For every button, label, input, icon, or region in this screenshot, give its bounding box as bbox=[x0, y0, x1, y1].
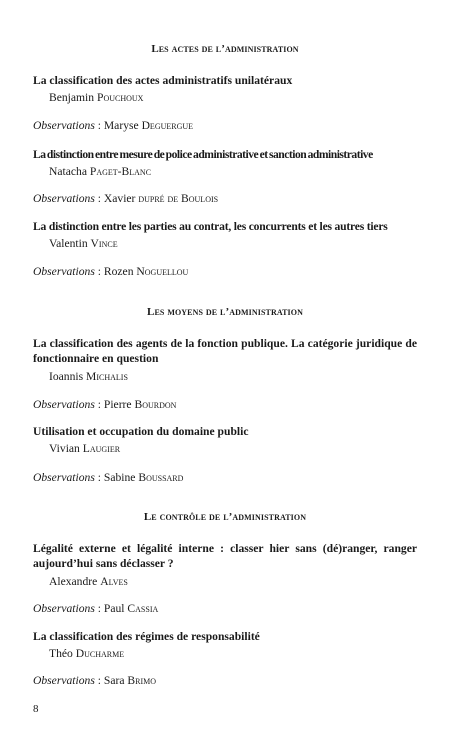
observer-first-name: Paul bbox=[103, 602, 125, 615]
entry-observations bbox=[33, 191, 218, 206]
observer-last-name: Deguergue bbox=[141, 119, 194, 132]
author-first-name: Théo bbox=[49, 647, 73, 660]
observer-first-name: Sabine bbox=[103, 471, 136, 484]
entry-observations bbox=[33, 264, 188, 279]
entry-author bbox=[49, 646, 124, 661]
entry-title: La classification des agents de la fonction publique. La catégorie juridique de fonctionnaire en question bbox=[33, 337, 417, 365]
entry-observations bbox=[33, 470, 183, 485]
observer-last-name: Boussard bbox=[138, 471, 184, 484]
author-last-name: Paget-Blanc bbox=[89, 165, 152, 178]
author-first-name: Ioannis bbox=[49, 370, 84, 383]
entry-observations bbox=[33, 118, 193, 133]
observer-first-name: Maryse bbox=[103, 119, 139, 132]
observations-separator: : bbox=[94, 398, 104, 411]
observations-separator: : bbox=[94, 192, 104, 205]
observer-last-name: dupré de Boulois bbox=[138, 192, 219, 205]
entry-author bbox=[49, 164, 151, 179]
author-last-name: Vince bbox=[90, 237, 118, 250]
entry-title: Utilisation et occupation du domaine public bbox=[33, 425, 249, 438]
author-last-name: Alves bbox=[100, 575, 128, 588]
observations-separator: : bbox=[94, 471, 104, 484]
observations-separator: : bbox=[94, 674, 104, 687]
author-first-name: Alexandre bbox=[49, 575, 98, 588]
entry-author bbox=[49, 236, 118, 251]
observer-last-name: Brimo bbox=[127, 674, 157, 687]
observer-last-name: Cassia bbox=[127, 602, 159, 615]
observations-label: Observations bbox=[33, 265, 95, 278]
entry-author bbox=[49, 441, 120, 456]
author-last-name: Pouchoux bbox=[97, 91, 144, 104]
author-first-name: Benjamin bbox=[49, 91, 95, 104]
page-number: 8 bbox=[33, 703, 39, 715]
entry-author bbox=[49, 369, 128, 384]
observations-label: Observations bbox=[33, 674, 95, 687]
author-first-name: Valentin bbox=[49, 237, 88, 250]
observations-separator: : bbox=[94, 119, 104, 132]
author-last-name: Laugier bbox=[82, 442, 121, 455]
author-last-name: Michalis bbox=[86, 370, 128, 383]
observations-label: Observations bbox=[33, 192, 95, 205]
entry-observations bbox=[33, 397, 176, 412]
author-first-name: Natacha bbox=[49, 165, 87, 178]
section-heading-actes: Les actes de l’administration bbox=[151, 43, 299, 55]
entry-author bbox=[49, 90, 143, 105]
section-heading-moyens: Les moyens de l’administration bbox=[147, 306, 303, 318]
entry-title: La distinction entre les parties au contrat, les concurrents et les autres tiers bbox=[33, 220, 388, 233]
author-first-name: Vivian bbox=[49, 442, 80, 455]
entry-title: La distinction entre mesure de police administrative et sanction administrative bbox=[33, 148, 373, 161]
observations-separator: : bbox=[94, 265, 104, 278]
observations-label: Observations bbox=[33, 471, 95, 484]
observations-label: Observations bbox=[33, 602, 95, 615]
observations-separator: : bbox=[94, 602, 104, 615]
observer-first-name: Pierre bbox=[103, 398, 132, 411]
observations-label: Observations bbox=[33, 398, 95, 411]
entry-title: Légalité externe et légalité interne : classer hier sans (dé)ranger, ranger aujourd’hui sans déclasser ? bbox=[33, 542, 417, 570]
entry-observations bbox=[33, 601, 158, 616]
section-heading-controle: Le contrôle de l’administration bbox=[143, 511, 307, 523]
observer-last-name: Noguellou bbox=[136, 265, 189, 278]
observer-last-name: Bourdon bbox=[134, 398, 177, 411]
entry-author bbox=[49, 574, 128, 589]
entry-title: La classification des actes administratifs unilatéraux bbox=[33, 74, 293, 87]
observations-label: Observations bbox=[33, 119, 95, 132]
entry-observations bbox=[33, 673, 156, 688]
observer-first-name: Sara bbox=[103, 674, 125, 687]
entry-title: La classification des régimes de responsabilité bbox=[33, 630, 260, 643]
observer-first-name: Rozen bbox=[103, 265, 134, 278]
observer-first-name: Xavier bbox=[103, 192, 136, 205]
author-last-name: Ducharme bbox=[75, 647, 125, 660]
